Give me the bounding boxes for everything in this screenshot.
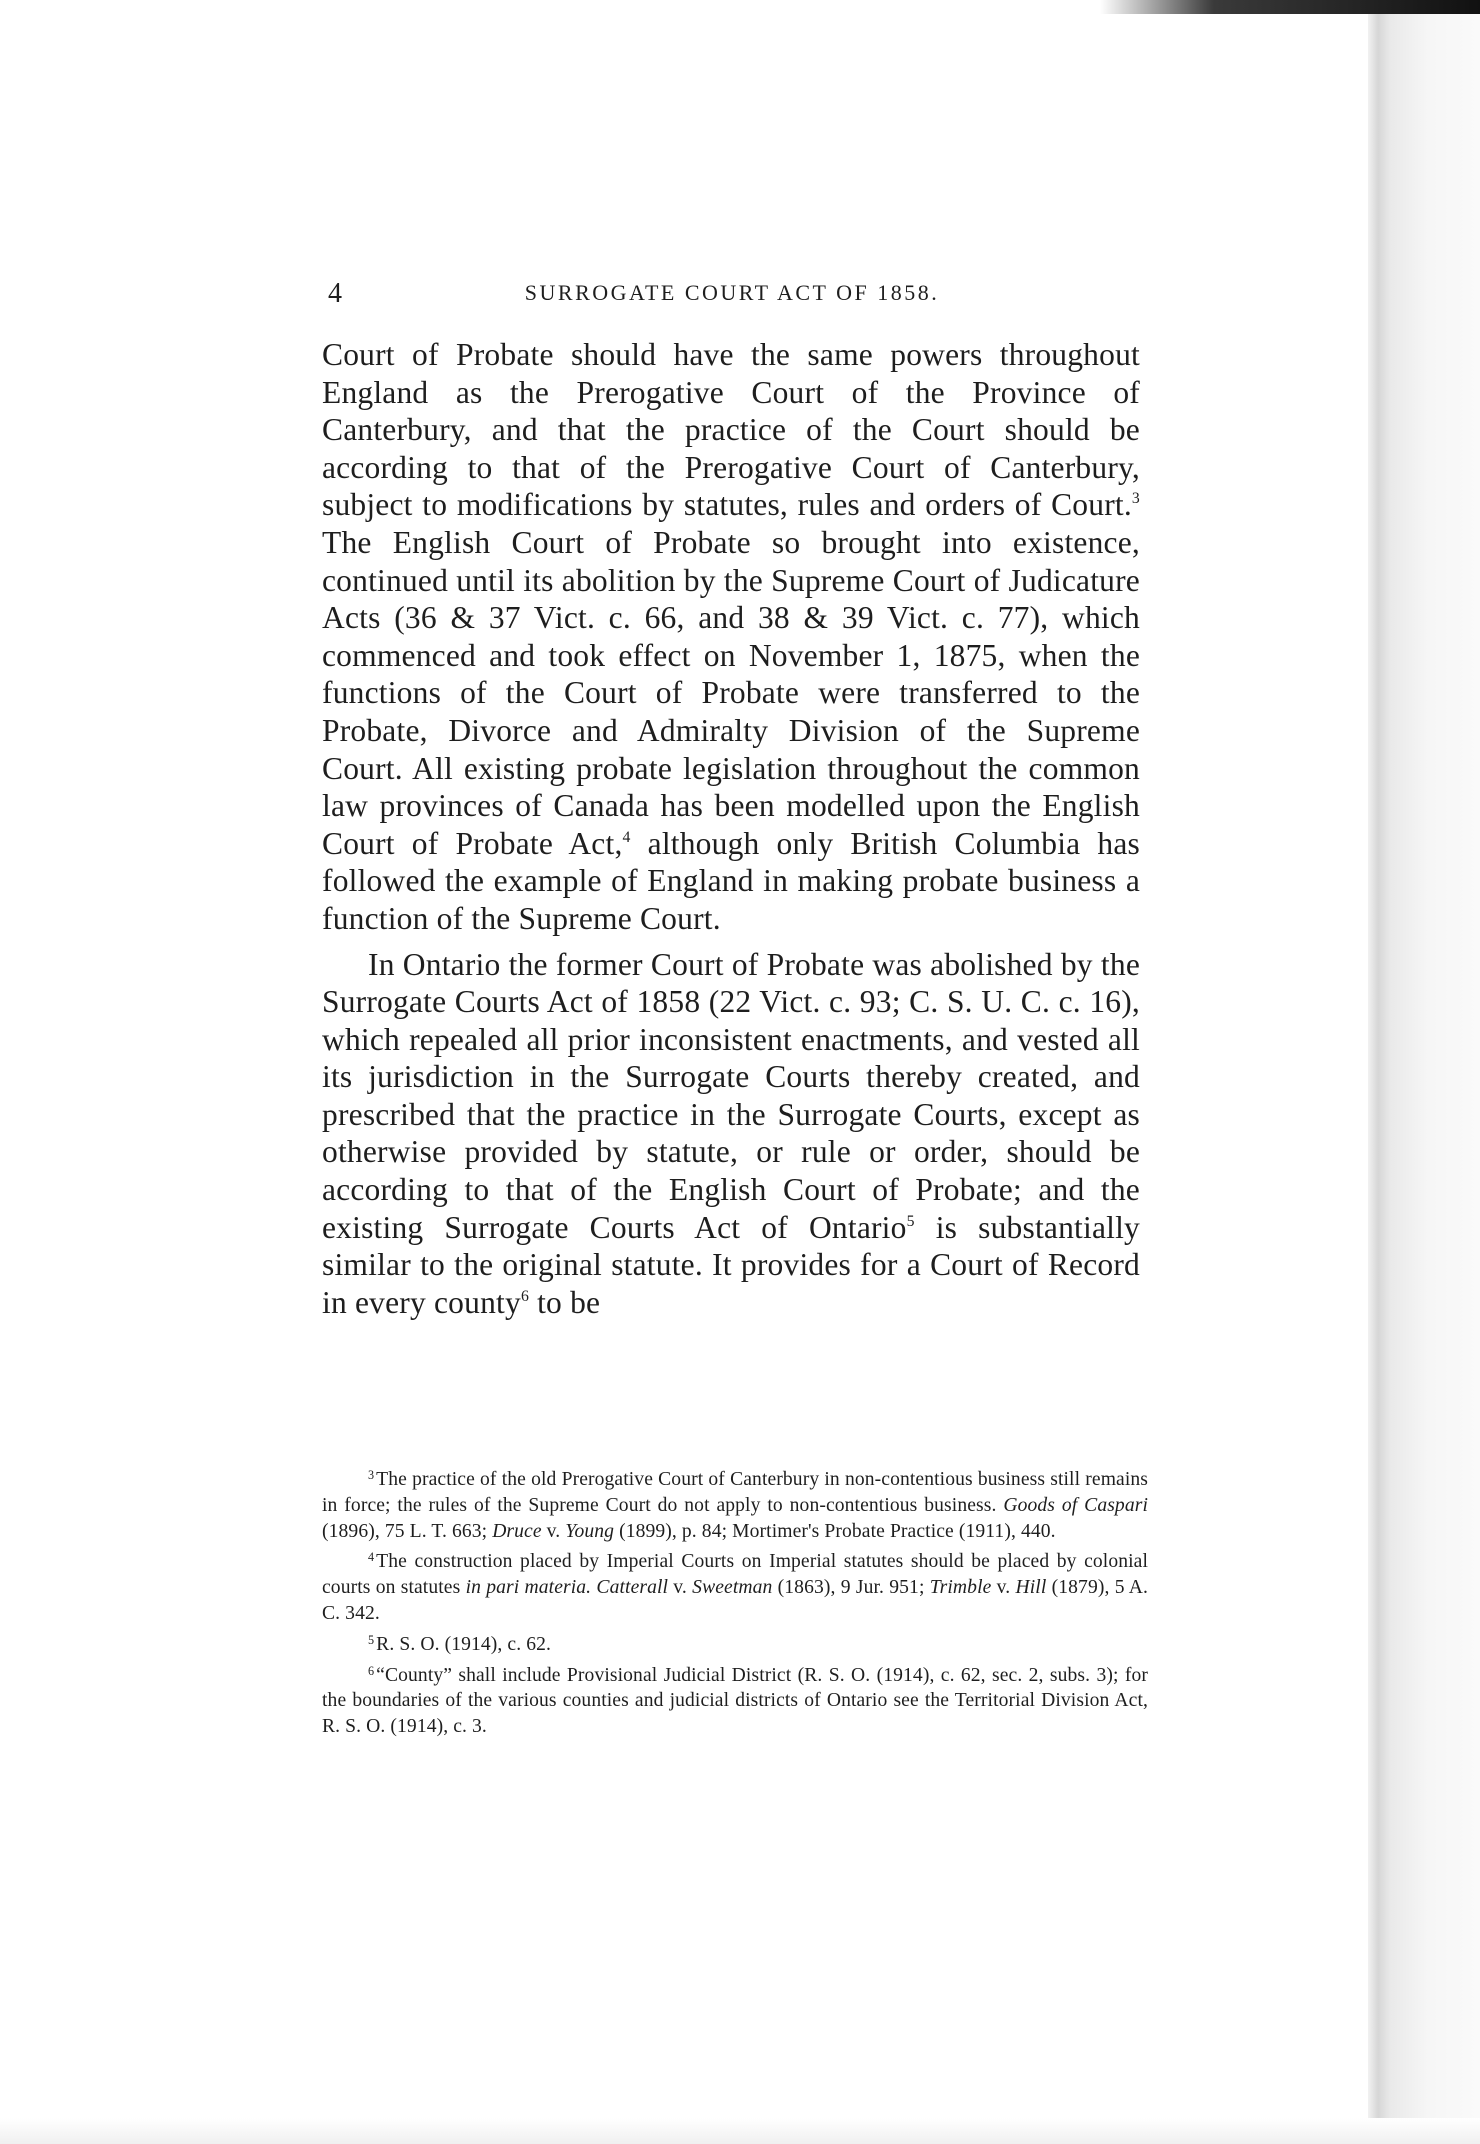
case-name: Hill	[1015, 1577, 1047, 1599]
paragraph-2-part-3: to be	[529, 1284, 601, 1320]
footnote-6	[322, 1663, 1148, 1740]
paragraph-2-part-1: In Ontario the former Court of Probate was abolished by the Surrogate Courts Act of 1858 (22 Vict. c. 93; C. S. U. C. c. 16), which repealed all prior inconsistent enactments, and vested all its jurisdiction in the Surrogate Courts thereby created, and prescribed that the practice in the Surrogate Courts, except as otherwise provided by statute, or rule or order, should be according to that of the English Court of Probate; and the existing Surrogate Courts Act of Ontario	[322, 946, 1140, 1245]
case-name: Sweetman	[692, 1577, 773, 1599]
footnote-text: v.	[991, 1577, 1016, 1599]
running-title: SURROGATE COURT ACT OF 1858.	[524, 280, 940, 305]
paragraph-1	[322, 336, 1140, 938]
case-name: Druce	[492, 1520, 542, 1542]
footnote-3	[322, 1467, 1148, 1544]
footnote-ref-6: 6	[520, 1288, 530, 1306]
body-text	[322, 336, 1140, 1321]
page-number: 4	[328, 278, 343, 309]
paragraph-1-part-3: although only British Columbia has followed the example of England in making probate business a function of the Supreme Court.	[322, 825, 1140, 936]
case-name: Goods of Caspari	[1003, 1494, 1148, 1516]
footnote-mark: 4	[368, 1550, 375, 1565]
footnote-text: (1899), p. 84; Mortimer's Probate Practice (1911), 440.	[614, 1520, 1056, 1542]
case-name: Trimble	[929, 1577, 992, 1599]
paragraph-1-part-2: The English Court of Probate so brought into existence, continued until its abolition by the Supreme Court of Judicature Acts (36 & 37 Vict. c. 66, and 38 & 39 Vict. c. 77), which commenced and took effect on November 1, 1875, when the functions of the Court of Probate were transferred to the Probate, Divorce and Admiralty Division of the Supreme Court. All existing probate legislation throughout the common law provinces of Canada has been modelled upon the English Court of Probate Act,	[322, 524, 1140, 861]
footnote-4	[322, 1549, 1148, 1626]
footnote-text: (1863), 9 Jur. 951;	[772, 1577, 930, 1599]
footnotes	[322, 1467, 1148, 1745]
footnote-mark: 6	[368, 1663, 375, 1678]
footnote-text: The construction placed by Imperial Courts on Imperial statutes should be placed by colonial courts on statutes	[322, 1551, 1148, 1599]
scan-edge-right	[1368, 14, 1480, 2144]
footnote-5	[322, 1632, 1148, 1658]
running-head	[322, 278, 1142, 312]
footnote-text: R. S. O. (1914), c. 62.	[376, 1633, 551, 1655]
footnote-text: (1896), 75 L. T. 663;	[322, 1520, 493, 1542]
footnote-text: v.	[668, 1577, 693, 1599]
footnote-mark: 3	[368, 1467, 375, 1482]
paragraph-2	[322, 946, 1140, 1322]
footnote-mark: 5	[368, 1632, 375, 1647]
footnote-text: The practice of the old Prerogative Court of Canterbury in non-contentious business still remains in force; the rules of the Supreme Court do not apply to non-contentious business.	[322, 1469, 1148, 1516]
scan-edge-bottom	[0, 2118, 1480, 2144]
paragraph-1-part-1: Court of Probate should have the same powers throughout England as the Prerogative Court of the Province of Canterbury, and that the practice of the Court should be according to that of the Prerogative Court of Canterbury, subject to modifications by statutes, rules and orders of Court.	[322, 337, 1140, 523]
footnote-text: (1879), 5 A. C. 342.	[322, 1577, 1148, 1624]
paragraph-2-part-2: is substantially similar to the original statute. It provides for a Court of Record in every county	[322, 1209, 1140, 1320]
case-name: Young	[565, 1520, 615, 1542]
footnote-text: v.	[541, 1520, 566, 1542]
footnote-ref-5: 5	[906, 1212, 915, 1230]
scan-edge-top	[1100, 0, 1480, 14]
footnote-ref-3: 3	[1131, 490, 1140, 508]
case-name: in pari materia. Catterall	[465, 1577, 669, 1599]
footnote-text: “County” shall include Provisional Judicial District (R. S. O. (1914), c. 62, sec. 2, subs. 3); for the boundaries of the various counties and judicial districts of Ontario see the Territorial Division Act, R. S. O. (1914), c. 3.	[322, 1664, 1148, 1738]
footnote-ref-4: 4	[622, 828, 631, 846]
